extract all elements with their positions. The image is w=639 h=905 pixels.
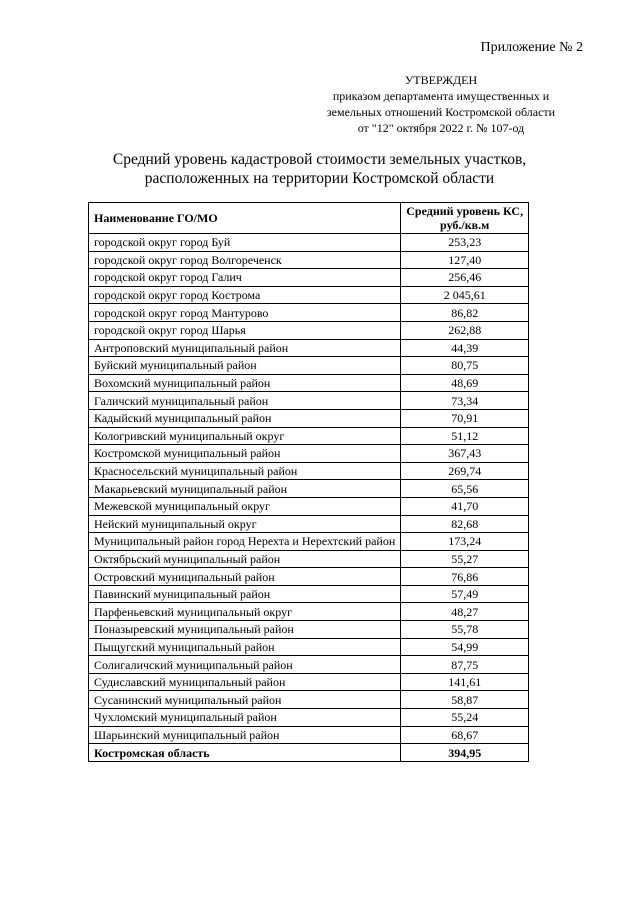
total-name: Костромская область: [89, 744, 401, 762]
row-value: 82,68: [401, 515, 529, 533]
row-value: 58,87: [401, 691, 529, 709]
table-row: [89, 550, 529, 568]
row-value: 80,75: [401, 357, 529, 375]
row-value: 57,49: [401, 585, 529, 603]
table-row: [89, 234, 529, 252]
row-value: 41,70: [401, 497, 529, 515]
row-name: городской округ город Волгореченск: [89, 251, 401, 269]
row-value: 44,39: [401, 339, 529, 357]
row-name: Антроповский муниципальный район: [89, 339, 401, 357]
row-name: Поназыревский муниципальный район: [89, 621, 401, 639]
row-name: Муниципальный район город Нерехта и Нерехтский район: [89, 533, 401, 551]
table-total-row: [89, 744, 529, 762]
row-name: Костромской муниципальный район: [89, 445, 401, 463]
table-row: [89, 480, 529, 498]
row-name: Пыщугский муниципальный район: [89, 638, 401, 656]
row-name: Межевской муниципальный округ: [89, 497, 401, 515]
table-row: [89, 691, 529, 709]
row-name: Макарьевский муниципальный район: [89, 480, 401, 498]
row-name: городской округ город Буй: [89, 234, 401, 252]
table-row: [89, 321, 529, 339]
row-name: Кологривский муниципальный округ: [89, 427, 401, 445]
column-header-value-line: Средний уровень КС,: [406, 204, 524, 218]
table-row: [89, 462, 529, 480]
row-name: городской округ город Шарья: [89, 321, 401, 339]
table-row: [89, 497, 529, 515]
table-row: [89, 427, 529, 445]
column-header-name: Наименование ГО/МО: [89, 203, 401, 234]
row-value: 256,46: [401, 269, 529, 287]
row-value: 68,67: [401, 726, 529, 744]
row-name: Солигаличский муниципальный район: [89, 656, 401, 674]
row-value: 55,78: [401, 621, 529, 639]
table-row: [89, 638, 529, 656]
document-title: [0, 150, 639, 188]
row-name: Судиславский муниципальный район: [89, 673, 401, 691]
row-value: 70,91: [401, 409, 529, 427]
table-row: [89, 339, 529, 357]
table-row: [89, 568, 529, 586]
column-header-value: [401, 203, 529, 234]
row-name: Шарьинский муниципальный район: [89, 726, 401, 744]
approval-line: от "12" октября 2022 г. № 107-од: [357, 121, 525, 135]
table-row: [89, 603, 529, 621]
table-row: [89, 726, 529, 744]
table-row: [89, 585, 529, 603]
row-value: 65,56: [401, 480, 529, 498]
row-name: Островский муниципальный район: [89, 568, 401, 586]
row-value: 173,24: [401, 533, 529, 551]
row-name: Галичский муниципальный район: [89, 392, 401, 410]
cadastral-value-table: [88, 202, 529, 762]
appendix-number: Приложение № 2: [480, 40, 583, 55]
approval-line: УТВЕРЖДЕН: [404, 73, 478, 87]
row-name: Сусанинский муниципальный район: [89, 691, 401, 709]
column-header-value-line: руб./кв.м: [440, 218, 490, 232]
table-row: [89, 286, 529, 304]
table-row: [89, 656, 529, 674]
row-value: 253,23: [401, 234, 529, 252]
table-header-row: [89, 203, 529, 234]
approval-line: приказом департамента имущественных и: [332, 89, 550, 103]
table-body: [89, 234, 529, 762]
table-row: [89, 533, 529, 551]
row-name: Вохомский муниципальный район: [89, 374, 401, 392]
total-value: 394,95: [401, 744, 529, 762]
row-name: Павинский муниципальный район: [89, 585, 401, 603]
table-row: [89, 357, 529, 375]
row-value: 48,27: [401, 603, 529, 621]
title-line: Средний уровень кадастровой стоимости земельных участков,: [112, 151, 527, 168]
row-value: 51,12: [401, 427, 529, 445]
row-name: городской округ город Мантурово: [89, 304, 401, 322]
table-row: [89, 374, 529, 392]
table-row: [89, 709, 529, 727]
row-value: 2 045,61: [401, 286, 529, 304]
row-name: Октябрьский муниципальный район: [89, 550, 401, 568]
table-row: [89, 621, 529, 639]
row-value: 54,99: [401, 638, 529, 656]
row-value: 87,75: [401, 656, 529, 674]
table-row: [89, 304, 529, 322]
row-name: Красносельский муниципальный район: [89, 462, 401, 480]
row-value: 262,88: [401, 321, 529, 339]
row-value: 73,34: [401, 392, 529, 410]
row-name: Кадыйский муниципальный район: [89, 409, 401, 427]
table-row: [89, 409, 529, 427]
row-value: 127,40: [401, 251, 529, 269]
row-value: 76,86: [401, 568, 529, 586]
row-name: Парфеньевский муниципальный округ: [89, 603, 401, 621]
row-value: 55,24: [401, 709, 529, 727]
table-row: [89, 673, 529, 691]
title-line: расположенных на территории Костромской области: [144, 170, 495, 187]
row-value: 269,74: [401, 462, 529, 480]
row-value: 141,61: [401, 673, 529, 691]
table-row: [89, 392, 529, 410]
approval-line: земельных отношений Костромской области: [326, 105, 556, 119]
table-row: [89, 515, 529, 533]
table-row: [89, 251, 529, 269]
row-value: 367,43: [401, 445, 529, 463]
row-name: городской округ город Галич: [89, 269, 401, 287]
row-value: 86,82: [401, 304, 529, 322]
row-name: Нейский муниципальный округ: [89, 515, 401, 533]
row-name: городской округ город Кострома: [89, 286, 401, 304]
row-name: Чухломский муниципальный район: [89, 709, 401, 727]
table-row: [89, 269, 529, 287]
row-value: 55,27: [401, 550, 529, 568]
row-name: Буйский муниципальный район: [89, 357, 401, 375]
table-row: [89, 445, 529, 463]
row-value: 48,69: [401, 374, 529, 392]
approval-block: [301, 72, 581, 136]
